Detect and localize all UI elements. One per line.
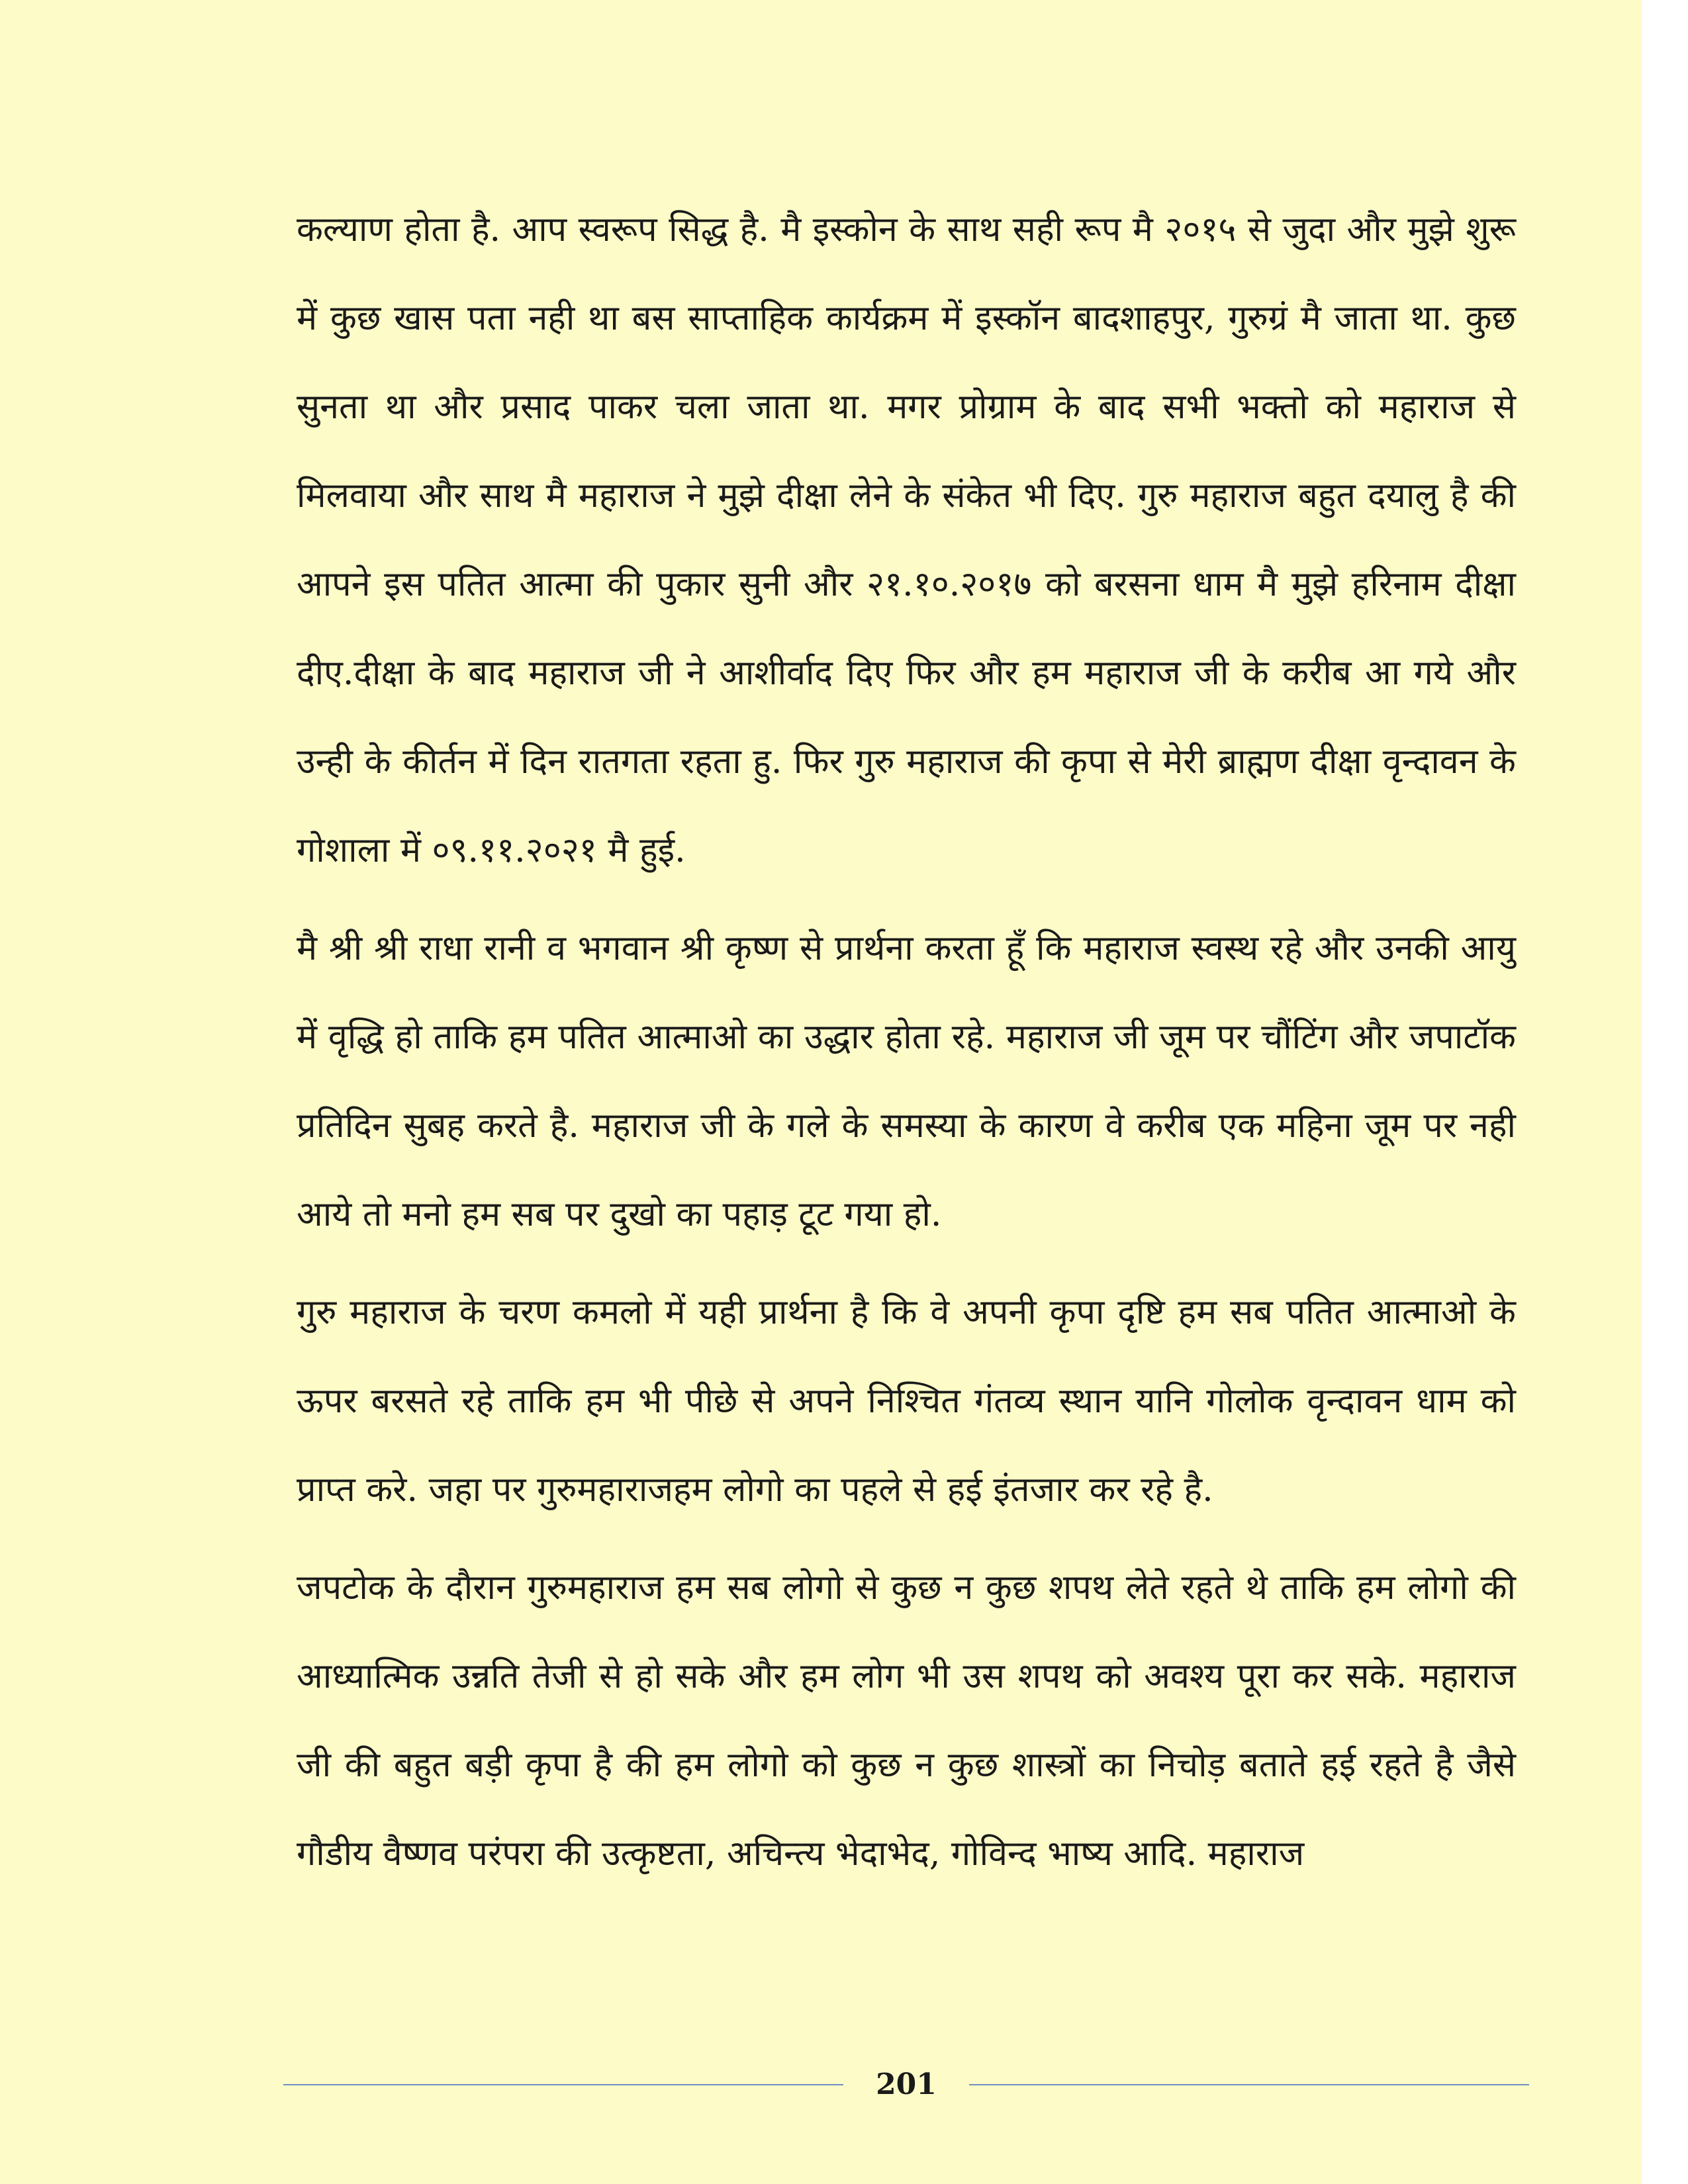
paragraph-3: गुरु महाराज के चरण कमलो में यही प्रार्थना है कि वे अपनी कृपा दृष्टि हम सब पतित आत्माओ के ऊपर बरसते रहे ताकि हम भी पीछे से अपने निश्चित गंतव्य स्थान यानि गोलोक वृन्दावन धाम को प्राप्त करे. जहा पर गुरुमहाराजहम लोगो का पहले से हई इंतजार कर रहे है. (297, 1293, 1516, 1510)
paragraph-4: जपटोक के दौरान गुरुमहाराज हम सब लोगो से कुछ न कुछ शपथ लेते रहते थे ताकि हम लोगो की आध्यात्मिक उन्नति तेजी से हो सके और हम लोग भी उस शपथ को अवश्य पूरा कर सके. महाराज जी की बहुत बड़ी कृपा है की हम लोगो को कुछ न कुछ शास्त्रों का निचोड़ बताते हई रहते है जैसे गौडीय वैष्णव परंपरा की उत्कृष्टता, अचिन्त्य भेदाभेद, गोविन्द भाष्य आदि. महाराज (297, 1568, 1517, 1874)
page-number: 201 (876, 2068, 937, 2101)
paragraph-2: मै श्री श्री राधा रानी व भगवान श्री कृष्ण से प्रार्थना करता हूँ कि महाराज स्वस्थ रहे और उनकी आयु में वृद्धि हो ताकि हम पतित आत्माओ का उद्धार होता रहे. महाराज जी जूम पर चौंटिंग और जपाटॉक प्रतिदिन सुबह करते है. महाराज जी के गले के समस्या के कारण वे करीब एक महिना जूम पर नही आये तो मनो हम सब पर दुखो का पहाड़ टूट गया हो. (297, 929, 1516, 1234)
body-text (297, 185, 1516, 1898)
footer-rule-left (283, 2084, 843, 2085)
footer-rule-right (969, 2084, 1529, 2085)
paragraph-1: कल्याण होता है. आप स्वरूप सिद्ध है. मै इस्कोन के साथ सही रूप मै २०१५ से जुदा और मुझे शुरू में कुछ खास पता नही था बस साप्ताहिक कार्यक्रम में इस्कॉन बादशाहपुर, गुरुग्रं मै जाता था. कुछ सुनता था और प्रसाद पाकर चला जाता था. मगर प्रोग्राम के बाद सभी भक्तो को महाराज से मिलवाया और साथ मै महाराज ने मुझे दीक्षा लेने के संकेत भी दिए. गुरु महाराज बहुत दयालु है की आपने इस पतित आत्मा की पुकार सुनी और २१.१०.२०१७ को बरसना धाम मै मुझे हरिनाम दीक्षा दीए.दीक्षा के बाद महाराज जी ने आशीर्वाद दिए फिर और हम महाराज जी के करीब आ गये और उन्ही के कीर्तन में दिन रातगता रहता हु. फिर गुरु महाराज की कृपा से मेरी ब्राह्मण दीक्षा वृन्दावन के गोशाला में ०९.११.२०२१ मै हुई. (297, 210, 1516, 870)
page-footer (283, 2065, 1529, 2105)
